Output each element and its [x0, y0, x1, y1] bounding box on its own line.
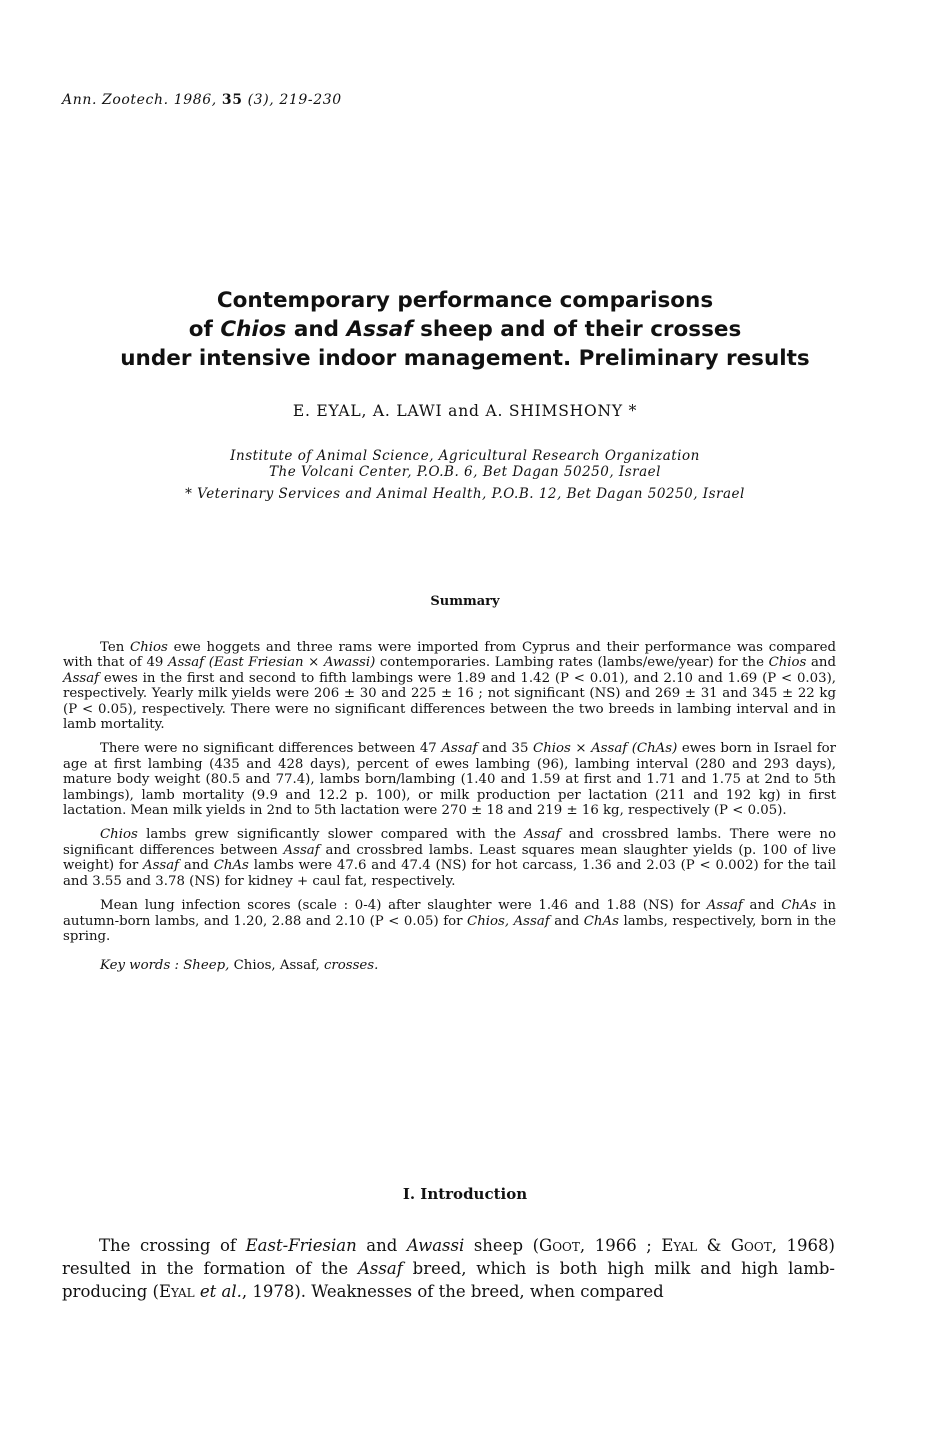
text: and — [549, 913, 584, 929]
year: 1986, — [173, 92, 217, 108]
summary-paragraph-3 — [63, 827, 836, 889]
journal-name: Ann. Zootech. — [62, 92, 169, 108]
text: contemporaries. Lambing rates (lambs/ewe/year) for the — [375, 655, 769, 671]
italic-text: Chios, Assaf — [467, 913, 550, 929]
italic-text: Assaf (East Friesian × Awassi) — [168, 655, 376, 671]
text: and crossbred lambs. There were no significant differences between — [63, 827, 836, 858]
issue-pages: (3), 219-230 — [247, 92, 342, 108]
text: , 1966 ; — [579, 1236, 662, 1255]
text: in autumn-born lambs, and 1.20, 2.88 and 2.10 (P < 0.05) for — [63, 898, 837, 929]
italic-text: ChAs — [213, 858, 249, 874]
text: , 1978). Weaknesses of the breed, when compared — [241, 1282, 664, 1301]
italic-text: Chios — [100, 827, 138, 843]
text: Mean lung infection scores (scale : 0-4) after slaughter were 1.46 and 1.88 (NS) for — [100, 898, 707, 914]
summary-paragraph-2 — [63, 741, 836, 818]
affiliation-line-2: The Volcani Center, P.O.B. 6, Bet Dagan 50250, Israel — [269, 464, 661, 480]
text: , 1968) resulted in the formation of the — [62, 1236, 835, 1278]
text: ewes in the first and second to fifth lambings were 1.89 and 1.42 (P < 0.01), and 2.10 and 1.69 (P < 0.03), respectively. Yearly milk yields were 206 ± 30 and 225 ± 16 ; not significant (NS) and 269 ± 31 and 345 ± 22 kg (P < 0.05), respectively. There were no significant differences between the two breeds in lambing interval and in lamb mortality. — [63, 670, 836, 733]
text: The crossing of — [99, 1236, 246, 1255]
summary-heading: Summary — [430, 594, 500, 609]
title-breed-chios: Chios — [220, 317, 287, 342]
italic-text: ChAs — [781, 898, 817, 914]
italic-text: Assaf — [63, 670, 100, 686]
italic-text: Assaf — [358, 1259, 403, 1278]
citation-author: Goot — [730, 1236, 772, 1255]
italic-text: Assaf — [441, 741, 478, 757]
text: and crossbred lambs. Least squares mean slaughter yields (p. 100 of live weight) for — [63, 842, 836, 874]
title-text: sheep and of their crosses — [412, 317, 742, 342]
keyword: Chios, Assaf, — [229, 958, 324, 974]
title-line-1: Contemporary performance comparisons — [216, 288, 714, 313]
citation-author: Eyal — [661, 1236, 698, 1255]
summary-body — [63, 640, 836, 983]
keyword: crosses. — [323, 958, 379, 974]
keywords-label: Key words : — [100, 958, 184, 974]
volume: 35 — [221, 92, 243, 108]
italic-text: Assaf — [283, 842, 320, 858]
italic-text: Chios × Assaf (ChAs) — [533, 741, 678, 757]
paper-title — [0, 286, 930, 373]
italic-text: Chios — [768, 655, 807, 671]
introduction-paragraph — [62, 1234, 835, 1303]
italic-text: Chios — [130, 640, 168, 655]
text: and — [806, 655, 836, 671]
affiliation-line-3: * Veterinary Services and Animal Health, P.O.B. 12, Bet Dagan 50250, Israel — [185, 486, 745, 502]
title-line-3: under intensive indoor management. Preliminary results — [120, 346, 810, 371]
text: and — [179, 858, 214, 874]
introduction-heading: I. Introduction — [402, 1185, 528, 1203]
text: ewes born in Israel for age at first lambing (435 and 428 days), percent of ewes lambing (96), lambing interval (280 and 293 days), mature body weight (80.5 and 77.4), lambs born/lambing (1.40 and 1.59 at first and 1.71 and 1.75 at 2nd to 5th lambings), lamb mortality (9.9 and 12.2 p. 100), or milk production per lactation (211 and 192 kg) in first lactation. Mean milk yields in 2nd to 5th lactation were 270 ± 18 and 219 ± 16 kg, respectively (P < 0.05). — [63, 741, 836, 819]
summary-paragraph-1 — [63, 640, 836, 732]
author-list: E. EYAL, A. LAWI and A. SHIMSHONY * — [292, 402, 638, 420]
text: and 35 — [477, 741, 534, 757]
italic-text: Awassi — [406, 1236, 465, 1255]
text: & — [697, 1236, 731, 1255]
italic-text: et al. — [194, 1282, 242, 1301]
keywords — [63, 958, 836, 973]
text: breed, which is both high milk and high lamb-producing ( — [62, 1259, 835, 1301]
affiliation-line-1: Institute of Animal Science, Agricultural Research Organization — [230, 448, 700, 464]
italic-text: Assaf — [143, 858, 180, 874]
text: lambs were 47.6 and 47.4 (NS) for hot carcass, 1.36 and 2.03 (P < 0.002) for the tail and 3.55 and 3.78 (NS) for kidney + caul fat, respectively. — [63, 858, 836, 889]
citation-author: Goot — [539, 1236, 580, 1255]
summary-paragraph-4 — [63, 898, 836, 944]
text: lambs grew significantly slower compared with the — [137, 827, 525, 843]
italic-text: Assaf — [524, 827, 561, 843]
italic-text: ChAs — [583, 913, 619, 929]
title-text: and — [286, 317, 347, 342]
text: Ten — [100, 640, 131, 655]
italic-text: East-Friesian — [245, 1236, 357, 1255]
text: sheep ( — [464, 1236, 540, 1255]
affiliations — [0, 448, 930, 502]
italic-text: Assaf — [706, 898, 743, 914]
title-line-2 — [0, 315, 930, 344]
title-breed-assaf: Assaf — [346, 317, 413, 342]
citation-line — [62, 92, 342, 108]
text: and — [356, 1236, 407, 1255]
introduction-body — [62, 1234, 835, 1303]
text: lambs, respectively, born in the spring. — [63, 913, 836, 944]
text: There were no significant differences between 47 — [100, 741, 442, 757]
keyword: Sheep, — [183, 958, 230, 974]
title-text: of — [188, 317, 221, 342]
text: and — [742, 898, 782, 914]
text: ewe hoggets and three rams were imported from Cyprus and their performance was compared with that of 49 — [63, 640, 837, 671]
citation-author: Eyal — [158, 1282, 195, 1301]
